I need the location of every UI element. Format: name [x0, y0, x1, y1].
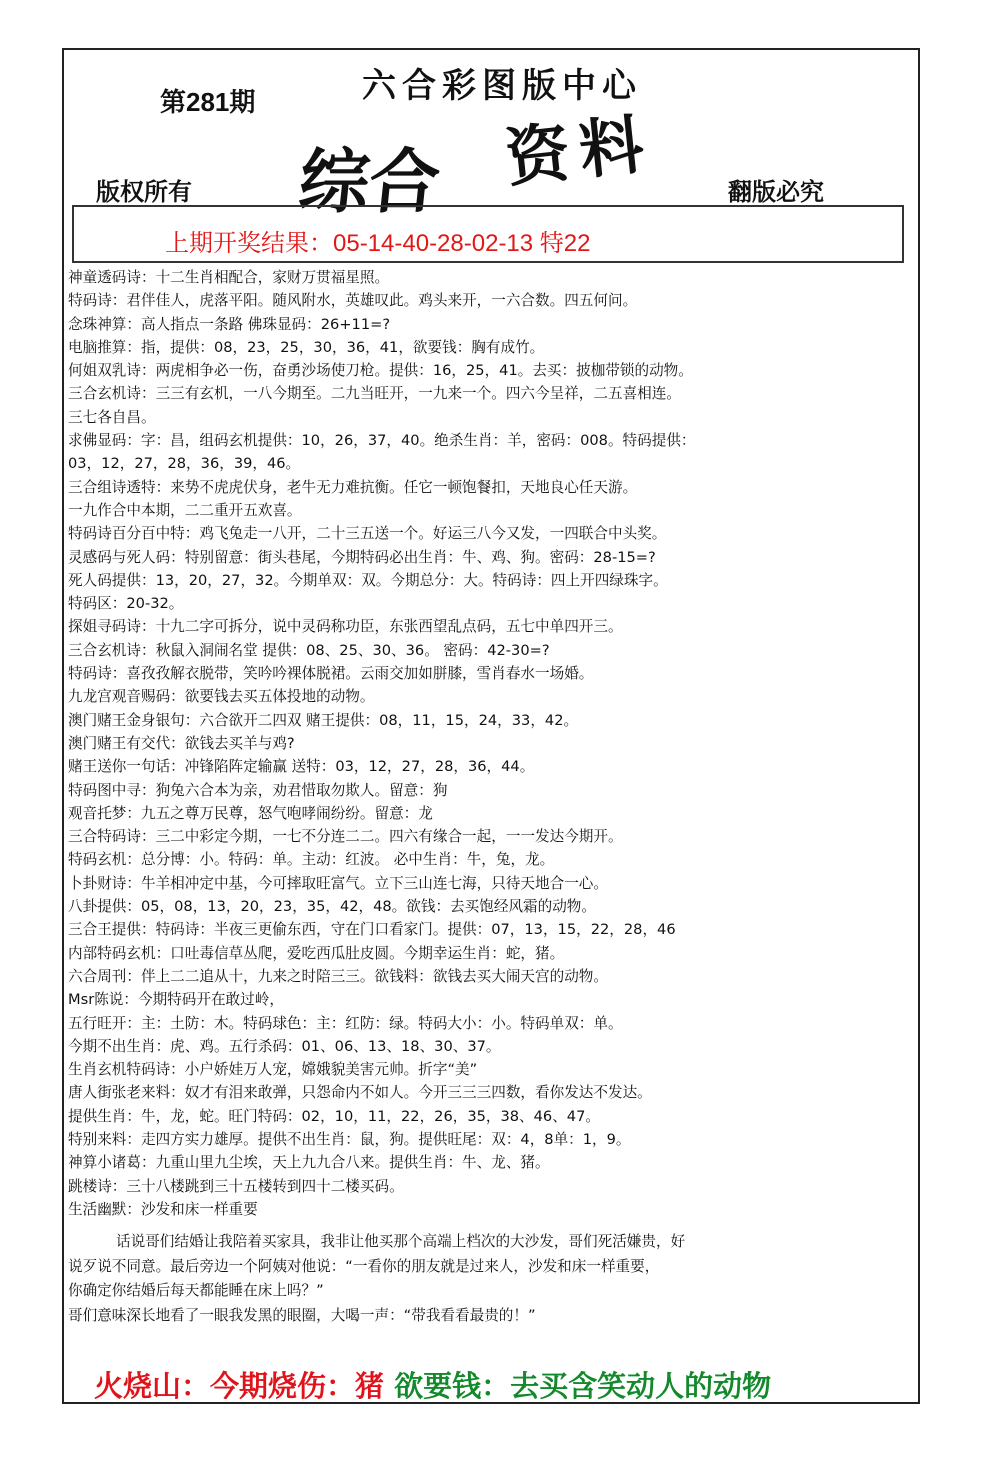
content-line: 灵感码与死人码：特别留意：街头巷尾，今期特码必出生肖：牛、鸡、狗。密码：28-15=?	[68, 548, 656, 566]
content-line: 提供生肖：牛，龙，蛇。旺门特码：02，10，11，22，26，35，38、46、47。	[68, 1107, 600, 1125]
content-line: 九龙宫观音赐码：欲要钱去买五体投地的动物。	[68, 688, 375, 706]
joke-line: 说歹说不同意。最后旁边一个阿姨对他说：“一看你的朋友就是过来人，沙发和床一样重要，	[68, 1257, 660, 1275]
main-title-part2: 资料	[502, 107, 658, 197]
content-lines	[68, 266, 904, 1221]
piracy-warning: 翻版必究	[728, 178, 824, 206]
content-line: 一九作合中本期，二二重开五欢喜。	[68, 501, 302, 519]
content-line: 三合玄机诗：秋鼠入洞闹名堂 提供：08、25、30、36。 密码：42-30=?	[68, 641, 550, 659]
center-title: 六合彩图版中心	[362, 66, 642, 106]
content-line: 观音托梦：九五之尊万民尊，怒气咆哮闹纷纷。留意：龙	[68, 804, 433, 822]
content-line: 生肖玄机特码诗：小户娇娃万人宠，嫦娥貌美害元帅。折字“美”	[68, 1061, 478, 1079]
joke-line: 哥们意味深长地看了一眼我发黑的眼圈，大喝一声：“带我看看最贵的！”	[68, 1306, 536, 1324]
bottom-banner	[94, 1364, 771, 1405]
last-result: 上期开奖结果：05-14-40-28-02-13 特22	[165, 230, 591, 257]
content-line: 赌王送你一句话：冲锋陷阵定输赢 送特：03，12，27，28，36，44。	[68, 758, 535, 776]
joke-line: 你确定你结婚后每天都能睡在床上吗？”	[68, 1282, 324, 1299]
content-line: 特别来料：走四方实力雄厚。提供不出生肖：鼠，狗。提供旺尾：双：4，8单：1，9。	[68, 1130, 631, 1148]
content-line: 三合组诗透特：来势不虎虎伏身，老牛无力难抗衡。任它一顿饱餐扣，天地良心任天游。	[68, 478, 638, 496]
copyright-label: 版权所有	[96, 178, 192, 206]
content-line: 三合玄机诗：三三有玄机，一八今期至。二九当旺开，一九来一个。四六今呈祥，二五喜相连。	[68, 385, 681, 403]
content-line: 八卦提供：05，08，13，20，23，35，42，48。欲钱：去买饱经风霜的动物。	[68, 898, 596, 916]
content-line: 跳楼诗：三十八楼跳到三十五楼转到四十二楼买码。	[68, 1177, 404, 1195]
content-line: 五行旺开：主：土防：木。特码球色：主：红防：绿。特码大小：小。特码单双：单。	[68, 1014, 623, 1032]
content-line: 三合王提供：特码诗：半夜三更偷东西，守在门口看家门。提供：07，13，15，22，28，46	[68, 921, 676, 939]
content-line: 特码诗百分百中特：鸡飞兔走一八开，二十三五送一个。好运三八今又发，一四联合中头奖。	[68, 525, 667, 543]
content-line: 何姐双乳诗：两虎相争必一伤，奋勇沙场使刀枪。提供：16，25，41。去买：披枷带锁的动物。	[68, 362, 693, 380]
content-line: 卜卦财诗：牛羊相冲定中基，今可摔取旺富气。立下三山连七海，只待天地合一心。	[68, 874, 608, 892]
content-line: 特码玄机：总分博：小。特码：单。主动：红波。 必中生肖：牛，兔，龙。	[68, 851, 555, 869]
bottom-red-text: 火烧山：今期烧伤：猪	[94, 1369, 385, 1403]
content-line: 三合特码诗：三二中彩定今期，一七不分连二二。四六有缘合一起，一一发达今期开。	[68, 828, 623, 846]
content-line: 六合周刊：伴上二二追从十，九来之时陪三三。欲钱料：欲钱去买大闹天宫的动物。	[68, 967, 608, 985]
issue-number: 第281期	[160, 87, 256, 117]
content-line: 内部特码玄机：口吐毒信草丛爬，爱吃西瓜肚皮圆。今期幸运生肖：蛇，猪。	[68, 944, 565, 962]
content-line: 神算小诸葛：九重山里九尘埃，天上九九合八来。提供生肖：牛、龙、猪。	[68, 1154, 550, 1172]
content-line: 03，12，27，28，36，39，46。	[68, 455, 301, 473]
content-line: 念珠神算：高人指点一条路 佛珠显码：26+11=?	[68, 315, 391, 333]
content-line: 澳门赌王有交代：欲钱去买羊与鸡?	[68, 734, 295, 752]
bottom-green-text: 欲要钱：去买含笑动人的动物	[394, 1369, 772, 1403]
content-line: 特码诗：喜孜孜解衣脱带，笑吟吟裸体脱裙。云雨交加如胼膝，雪肖春水一场婚。	[68, 665, 594, 683]
content-line: 探姐寻码诗：十九二字可拆分，说中灵码称功臣，东张西望乱点码，五七中单四开三。	[68, 618, 623, 636]
joke-section	[68, 1230, 904, 1328]
content-line: 特码图中寻：狗兔六合本为亲，劝君惜取勿欺人。留意：狗	[68, 781, 448, 799]
content-line: 唐人街张老来料：奴才有泪来敢弹，只怨命内不如人。今开三三三四数，看你发达不发达。	[68, 1084, 652, 1102]
main-title-part1: 综合	[295, 141, 444, 223]
content-line: 神童透码诗：十二生肖相配合，家财万贯福星照。	[68, 269, 390, 286]
content-line: 澳门赌王金身银句：六合欲开二四双 赌王提供：08，11，15，24，33，42。	[68, 711, 579, 729]
content-line: 特码区：20-32。	[68, 595, 184, 613]
content-line: 生活幽默：沙发和床一样重要	[68, 1200, 258, 1218]
content-line: 三七各自昌。	[68, 408, 156, 426]
content-line: 死人码提供：13，20，27，32。今期单双：双。今期总分：大。特码诗：四上开四绿珠字。	[68, 571, 668, 589]
content-line: Msr陈说：今期特码开在敢过岭，	[68, 991, 284, 1009]
content-line: 电脑推算：指，提供：08，23，25，30，36，41，欲要钱：胸有成竹。	[68, 338, 545, 356]
content-line: 求佛显码：字：昌，组码玄机提供：10，26，37，40。绝杀生肖：羊，密码：008。特码提供：	[68, 432, 696, 450]
joke-line: 话说哥们结婚让我陪着买家具，我非让他买那个高端上档次的大沙发，哥们死活嫌贵，好	[116, 1233, 686, 1250]
content-line: 今期不出生肖：虎、鸡。五行杀码：01、06、13、18、30、37。	[68, 1037, 501, 1055]
content-line: 特码诗：君伴佳人，虎落平阳。随风附水，英雄叹此。鸡头来开，一六合数。四五何问。	[68, 292, 638, 310]
